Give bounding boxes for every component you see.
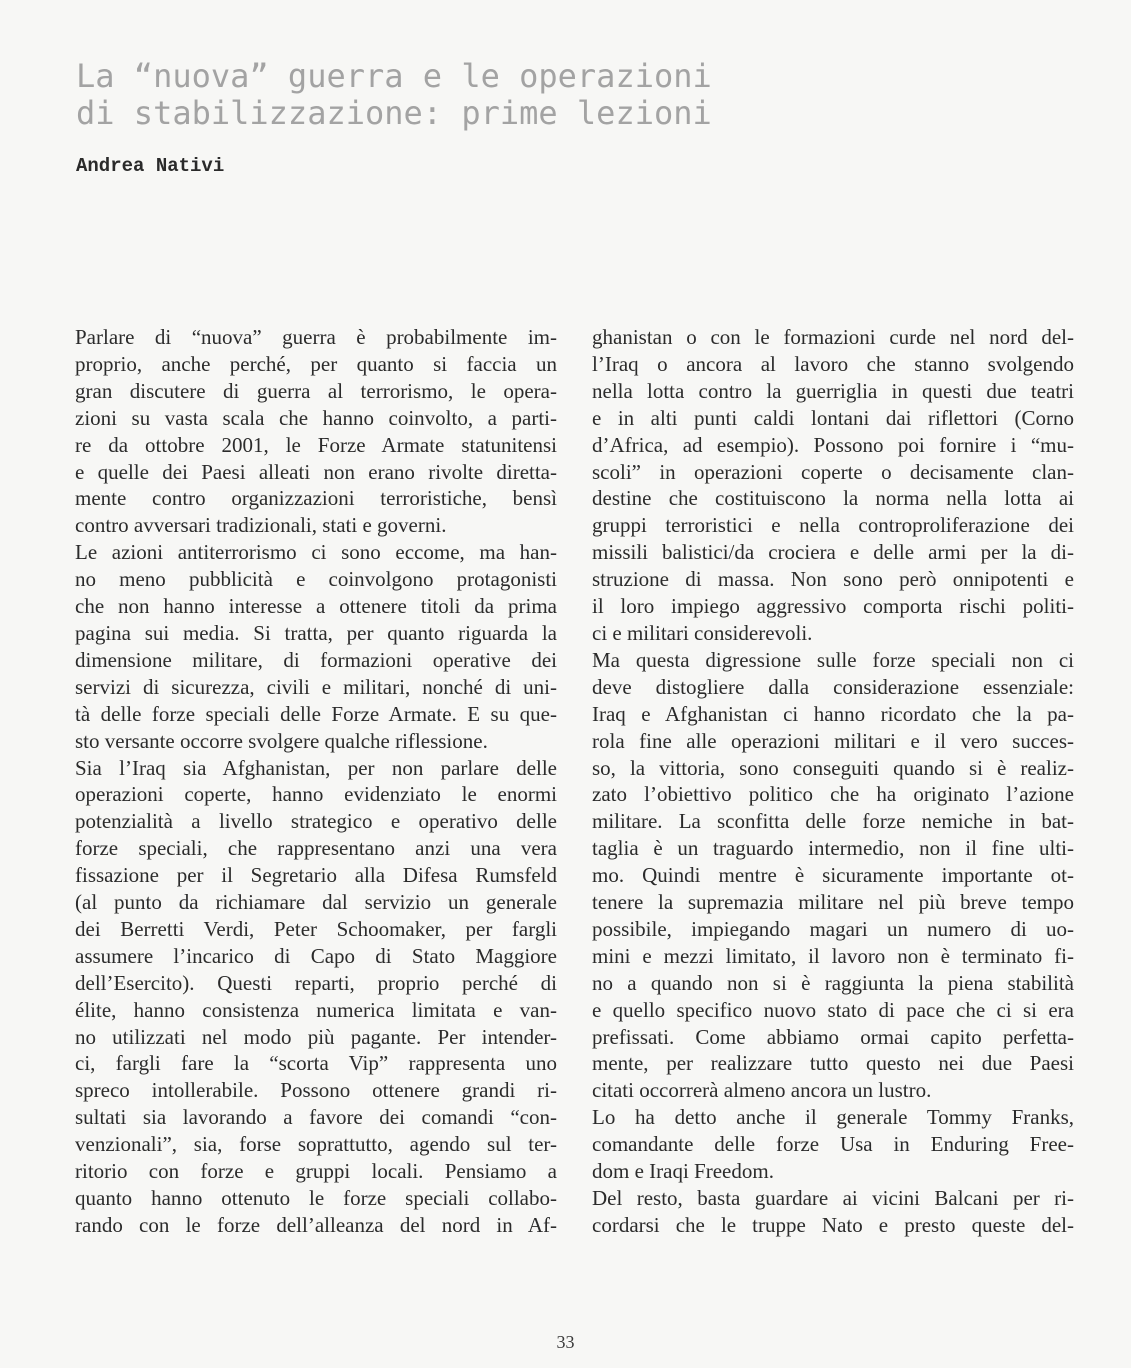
paragraph: [592, 1185, 1074, 1239]
text-line: contro avversari tradizionali, stati e governi.: [75, 513, 447, 538]
title-line: di stabilizzazione: prime lezioni: [76, 94, 712, 132]
text-line: e in alti punti caldi lontani dai riflettori (Corno: [592, 405, 1074, 430]
text-line: forze speciali, che rappresentano anzi una vera: [75, 836, 557, 861]
text-line: so, la vittoria, sono conseguiti quando si è realiz-: [592, 755, 1074, 780]
text-line: destine che costituiscono la norma nella lotta ai: [592, 486, 1074, 511]
text-line: mente, per realizzare tutto questo nei due Paesi: [592, 1051, 1074, 1076]
text-line: no utilizzati nel modo più pagante. Per intender-: [75, 1024, 557, 1049]
text-line: Ma questa digressione sulle forze speciali non ci: [592, 647, 1074, 672]
text-line: possibile, impiegando magari un numero di uo-: [592, 916, 1074, 941]
text-line: Del resto, basta guardare ai vicini Balcani per ri-: [592, 1186, 1074, 1210]
text-line: re da ottobre 2001, le Forze Armate statunitensi: [75, 432, 557, 457]
paragraph: [75, 539, 557, 754]
text-line: Lo ha detto anche il generale Tommy Franks,: [592, 1105, 1074, 1130]
page-number: 33: [556, 1332, 575, 1352]
text-line: nella lotta contro la guerriglia in questi due teatri: [592, 378, 1074, 403]
author-name: Andrea Nativi: [76, 155, 225, 177]
text-column-left: [75, 324, 557, 1239]
text-line: ci e militari considerevoli.: [592, 620, 813, 645]
text-line: dei Berretti Verdi, Peter Schoomaker, per fargli: [75, 916, 557, 941]
text-line: struzione di massa. Non sono però onnipotenti e: [592, 567, 1074, 592]
text-line: pagina sui media. Si tratta, per quanto riguarda la: [75, 620, 557, 645]
text-line: tà delle forze speciali delle Forze Armate. E su que-: [75, 701, 557, 726]
text-line: Le azioni antiterrorismo ci sono eccome, ma han-: [75, 540, 557, 565]
text-line: citati occorrerà almeno ancora un lustro.: [592, 1078, 932, 1103]
text-line: e quello specifico nuovo stato di pace che ci si era: [592, 997, 1074, 1022]
text-line: mo. Quindi mentre è sicuramente importante ot-: [592, 863, 1074, 888]
text-line: deve distogliere dalla considerazione essenziale:: [592, 674, 1074, 699]
text-line: gruppi terroristici e nella controproliferazione dei: [592, 513, 1074, 538]
text-line: ci, fargli fare la “scorta Vip” rappresenta uno: [75, 1051, 557, 1076]
text-line: quanto hanno ottenuto le forze speciali collabo-: [75, 1186, 557, 1210]
text-line: fissazione per il Segretario alla Difesa Rumsfeld: [75, 863, 557, 888]
text-line: zato l’obiettivo politico che ha originato l’azione: [592, 782, 1074, 807]
text-line: che non hanno interesse a ottenere titoli da prima: [75, 594, 557, 619]
text-line: sto versante occorre svolgere qualche riflessione.: [75, 728, 488, 753]
title-line: La “nuova” guerra e le operazioni: [76, 57, 712, 95]
article-title: [76, 58, 776, 132]
text-line: operazioni coperte, hanno evidenziato le enormi: [75, 782, 557, 807]
text-line: dell’Esercito). Questi reparti, proprio perché di: [75, 970, 557, 995]
text-line: mini e mezzi limitato, il lavoro non è terminato fi-: [592, 943, 1074, 968]
text-line: ghanistan o con le formazioni curde nel nord del-: [592, 325, 1074, 349]
text-line: cordarsi che le truppe Nato e presto queste del-: [592, 1212, 1074, 1237]
text-line: spreco intollerabile. Possono ottenere grandi ri-: [75, 1078, 557, 1103]
text-line: mente contro organizzazioni terroristiche, bensì: [75, 486, 557, 511]
text-line: Iraq e Afghanistan ci hanno ricordato che la pa-: [592, 701, 1074, 726]
text-line: gran discutere di guerra al terrorismo, le opera-: [75, 378, 557, 403]
text-line: prefissati. Come abbiamo ormai capito perfetta-: [592, 1024, 1074, 1049]
text-line: rando con le forze dell’alleanza del nord in Af-: [75, 1212, 557, 1237]
text-line: sultati sia lavorando a favore dei comandi “con-: [75, 1105, 557, 1130]
text-line: rola fine alle operazioni militari e il vero succes-: [592, 728, 1074, 753]
text-line: Sia l’Iraq sia Afghanistan, per non parlare delle: [75, 755, 557, 780]
text-column-right: [592, 324, 1074, 1239]
text-line: militare. La sconfitta delle forze nemiche in bat-: [592, 809, 1074, 834]
text-line: missili balistici/da crociera e delle armi per la di-: [592, 540, 1074, 565]
text-line: comandante delle forze Usa in Enduring Free-: [592, 1132, 1074, 1157]
text-line: Parlare di “nuova” guerra è probabilmente im-: [75, 325, 557, 349]
paragraph: [592, 647, 1074, 1104]
text-line: potenzialità a livello strategico e operativo delle: [75, 809, 557, 834]
text-line: venzionali”, sia, forse soprattutto, agendo sul ter-: [75, 1132, 557, 1157]
text-line: proprio, anche perché, per quanto si faccia un: [75, 351, 557, 376]
text-line: no meno pubblicità e coinvolgono protagonisti: [75, 567, 557, 592]
text-line: ritorio con forze e gruppi locali. Pensiamo a: [75, 1159, 557, 1184]
text-line: il loro impiego aggressivo comporta rischi politi-: [592, 594, 1074, 619]
paragraph: [75, 324, 557, 539]
text-line: assumere l’incarico di Capo di Stato Maggiore: [75, 943, 557, 968]
text-line: no a quando non si è raggiunta la piena stabilità: [592, 970, 1074, 995]
text-line: (al punto da richiamare dal servizio un generale: [75, 890, 557, 915]
text-line: zioni su vasta scala che hanno coinvolto, a parti-: [75, 405, 557, 430]
text-line: d’Africa, ad esempio). Possono poi fornire i “mu-: [592, 432, 1074, 457]
text-line: scoli” in operazioni coperte o decisamente clan-: [592, 459, 1074, 484]
text-line: taglia è un traguardo intermedio, non il fine ulti-: [592, 836, 1074, 861]
text-line: dimensione militare, di formazioni operative dei: [75, 647, 557, 672]
text-line: l’Iraq o ancora al lavoro che stanno svolgendo: [592, 351, 1074, 376]
text-line: élite, hanno consistenza numerica limitata e van-: [75, 997, 557, 1022]
paragraph: [592, 1104, 1074, 1185]
text-line: e quelle dei Paesi alleati non erano rivolte diretta-: [75, 459, 557, 484]
text-line: dom e Iraqi Freedom.: [592, 1159, 774, 1184]
paragraph: [75, 755, 557, 1239]
paragraph: [592, 324, 1074, 647]
text-line: tenere la supremazia militare nel più breve tempo: [592, 890, 1074, 915]
text-line: servizi di sicurezza, civili e militari, nonché di uni-: [75, 674, 557, 699]
